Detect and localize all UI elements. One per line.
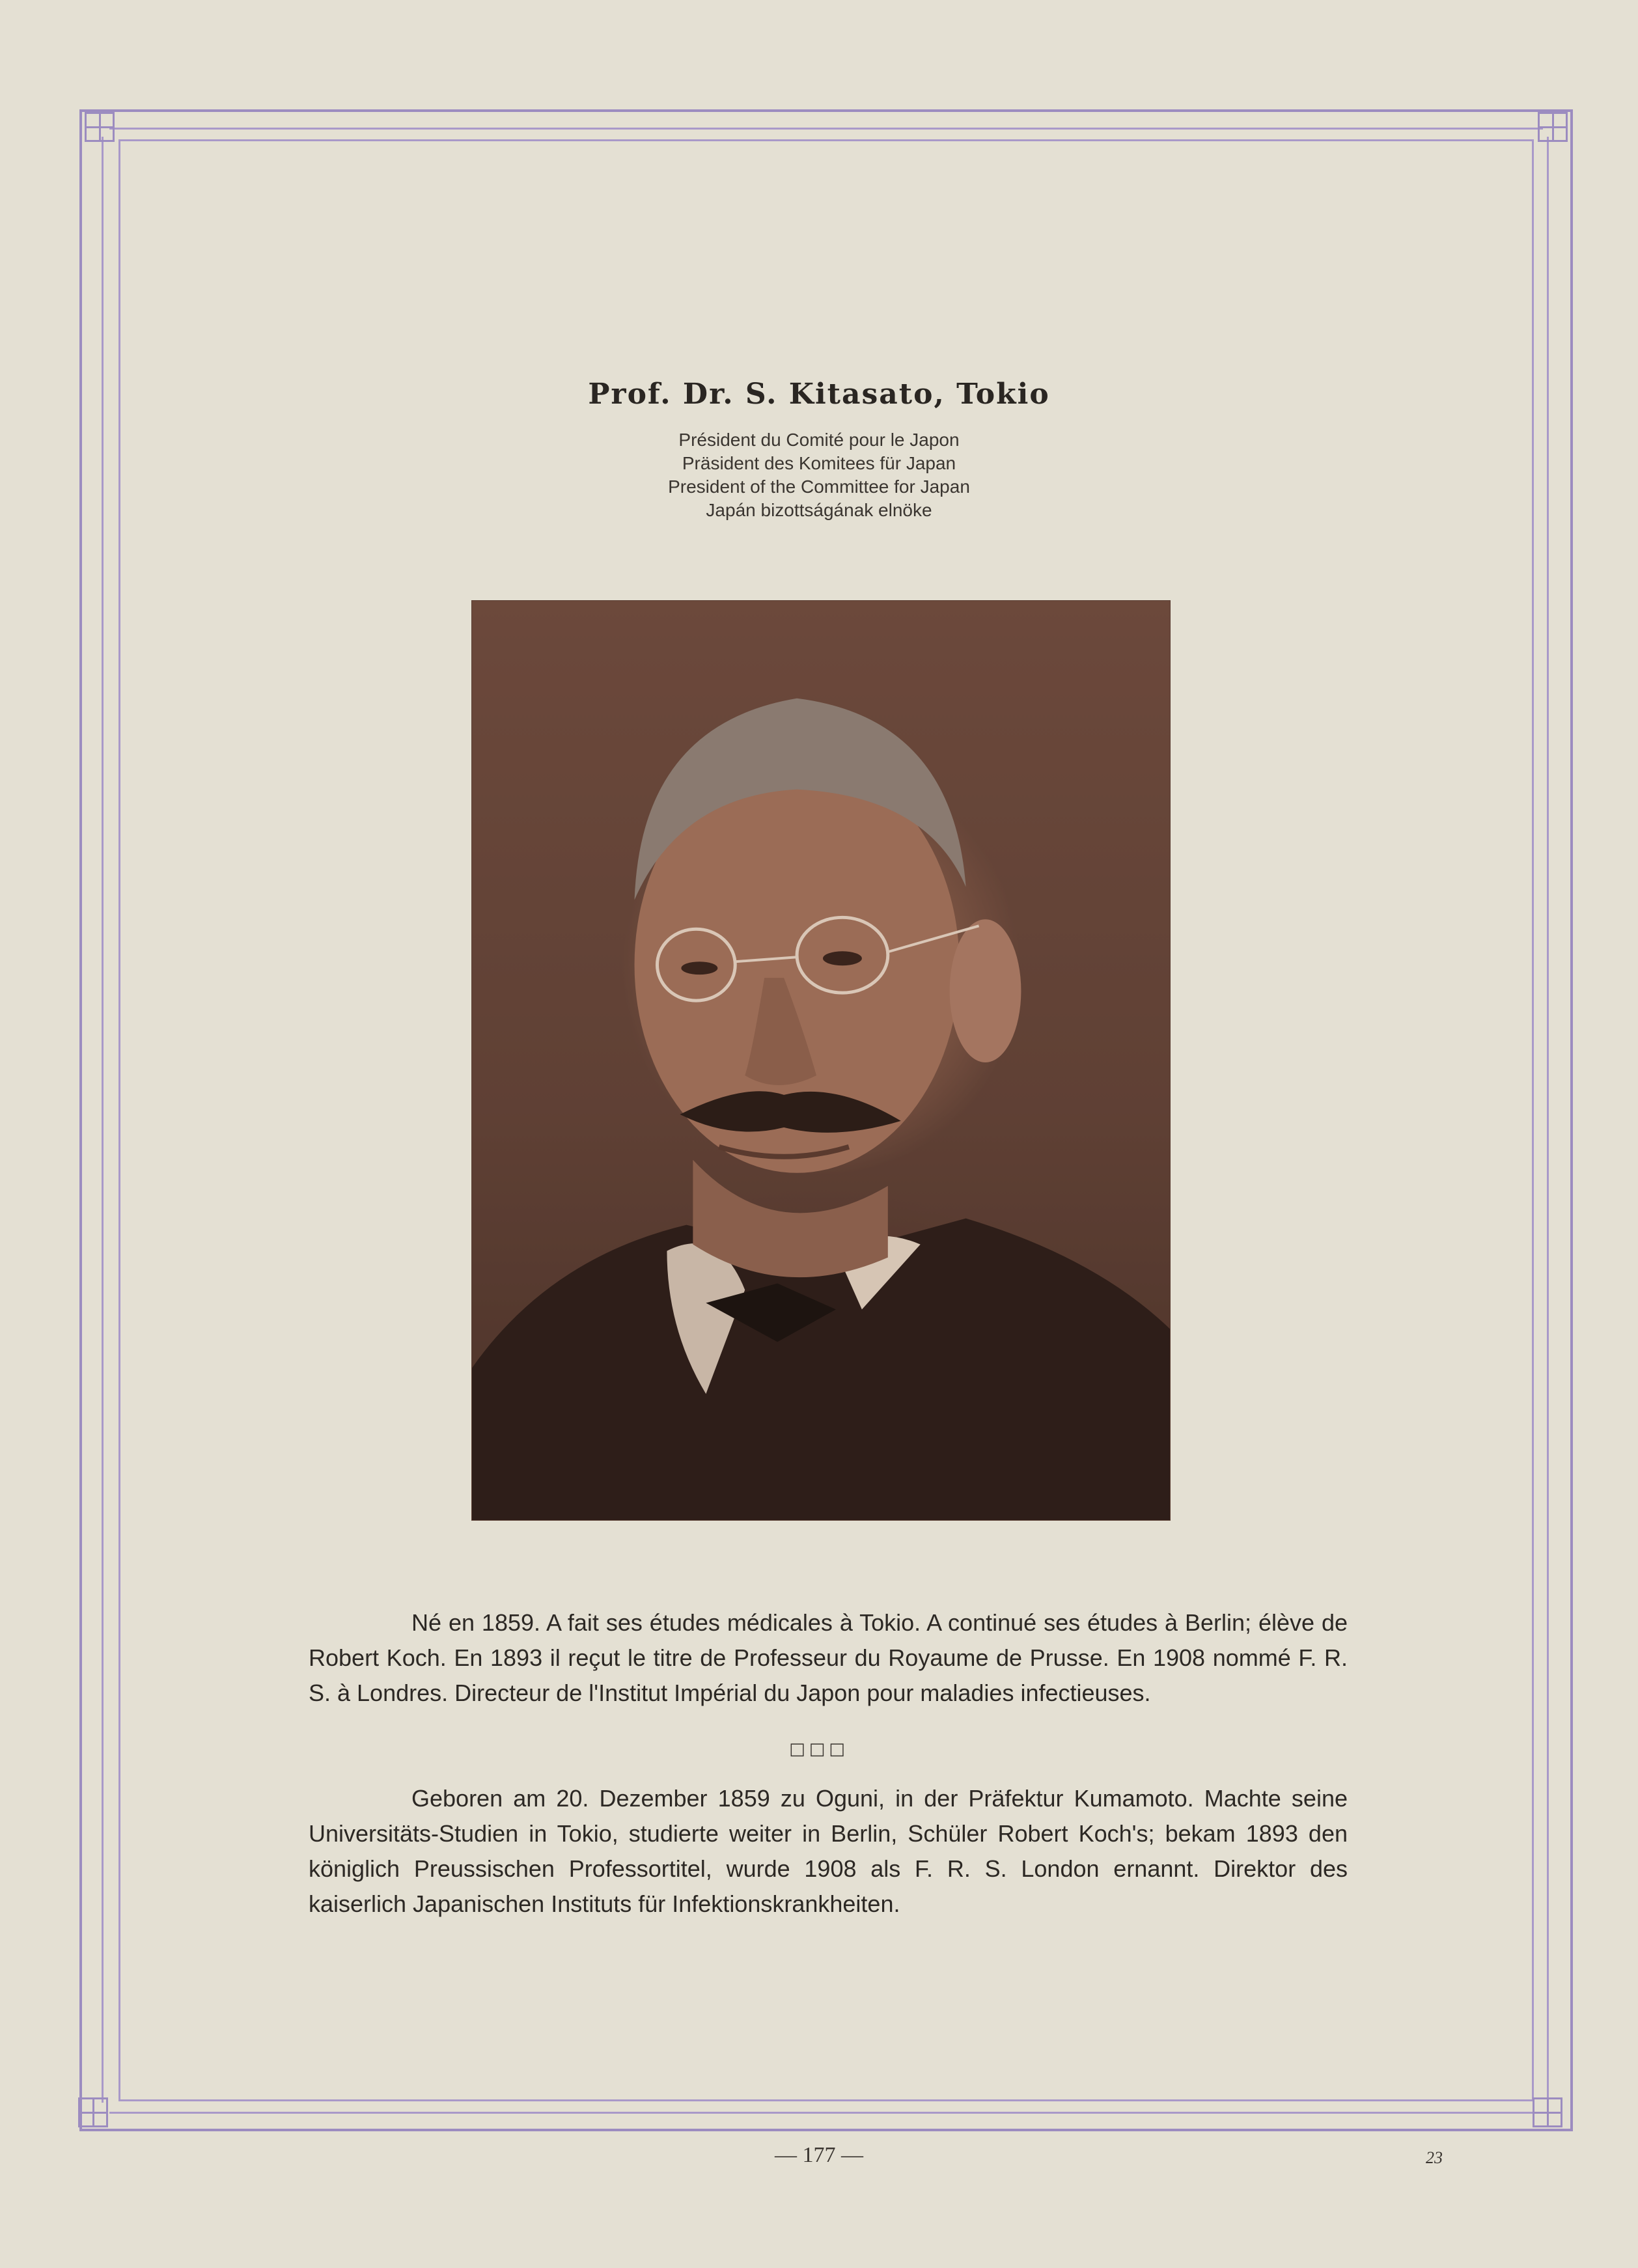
frame-rule-bottom [109, 2112, 1543, 2114]
subtitle-german: Präsident des Komitees für Japan [682, 453, 956, 473]
subtitle-hungarian: Japán bizottságának elnöke [706, 500, 932, 520]
biography-german [309, 1781, 1348, 1922]
title-subtitles [0, 428, 1638, 522]
portrait-photo-icon [472, 601, 1170, 1520]
subtitle-english: President of the Committee for Japan [668, 477, 970, 497]
frame-corner-top-left [85, 112, 115, 142]
biography-french [309, 1605, 1348, 1711]
frame-corner-top-right [1538, 112, 1568, 142]
section-separator: □□□ [789, 1739, 849, 1759]
frame-corner-bottom-left [78, 2097, 108, 2127]
portrait-photo [471, 600, 1171, 1521]
subtitle-french: Président du Comité pour le Japon [678, 430, 960, 450]
biography-german-paragraph: Geboren am 20. Dezember 1859 zu Oguni, in der Präfektur Kumamoto. Machte seine Universitäts-Studien in Tokio, studierte weiter in Berlin, Schüler Robert Koch's; bekam 1893 den königlich Preussischen Professortitel, wurde 1908 als F. R. S. London ernannt. Direktor des kaiserlich Japanischen Instituts für Infektionskrankheiten. [309, 1785, 1348, 1917]
biography-french-paragraph: Né en 1859. A fait ses études médicales à Tokio. A continué ses études à Berlin; élève de Robert Koch. En 1893 il reçut le titre de Professeur du Royaume de Prusse. En 1908 nommé F. R. S. à Londres. Directeur de l'Institut Impérial du Japon pour maladies infectieuses. [309, 1609, 1348, 1706]
page-title: Prof. Dr. S. Kitasato, Tokio [588, 378, 1050, 411]
frame-corner-bottom-right [1533, 2097, 1562, 2127]
page-number: — 177 — [775, 2143, 863, 2167]
sheet-signature-number: 23 [1426, 2148, 1443, 2167]
frame-rule-top [109, 128, 1543, 130]
